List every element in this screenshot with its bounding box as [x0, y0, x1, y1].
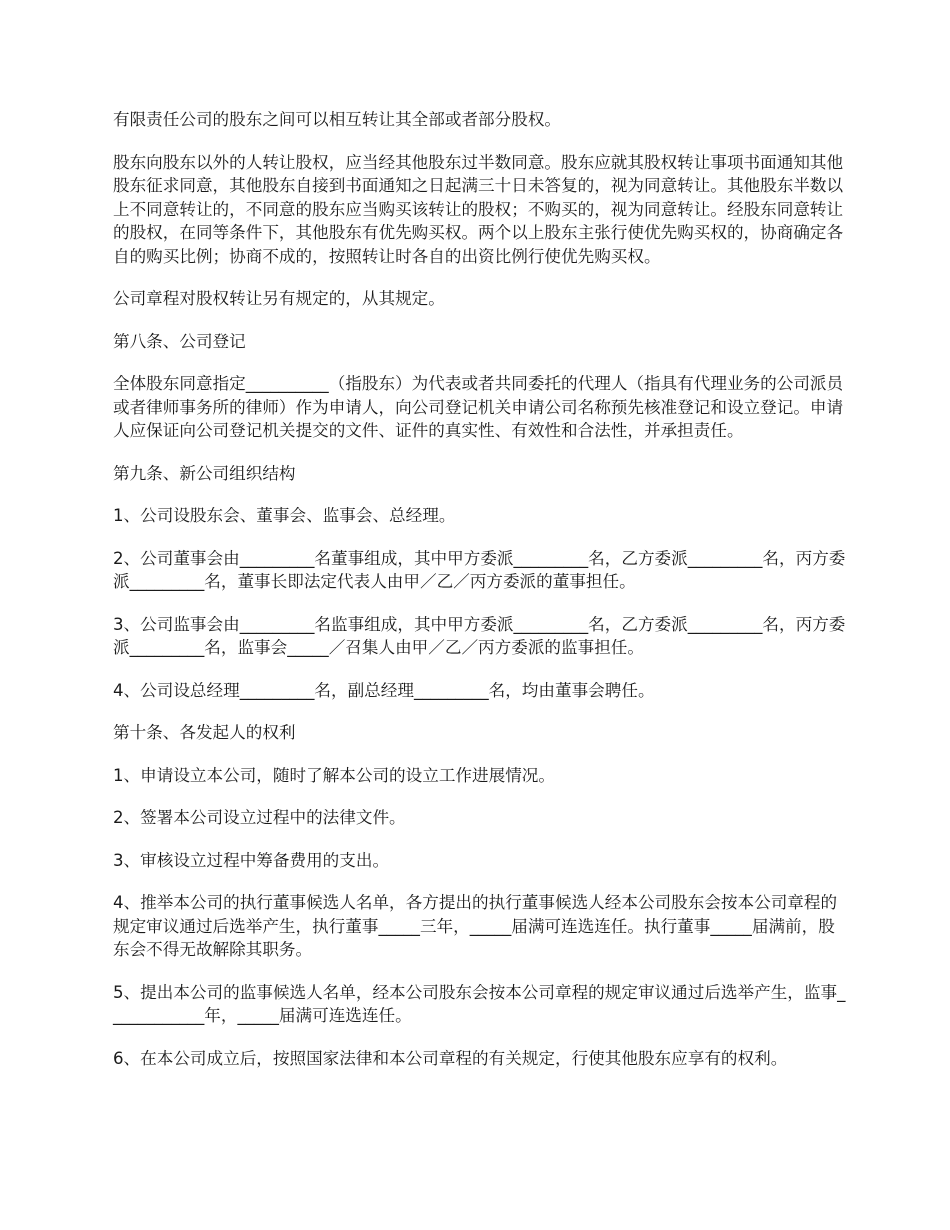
list-item-10-4: 4、推举本公司的执行董事候选人名单，各方提出的执行董事候选人经本公司股东会按本公司章程的规定审议通过后选举产生，执行董事_____三年，_____届满可连选连任。执行董事_____届满前，股东会不得无故解除其职务。 — [113, 893, 838, 959]
paragraph-articles-override: 公司章程对股权转让另有规定的，从其规定。 — [113, 289, 445, 308]
list-item-9-4: 4、公司设总经理_________名，副总经理_________名，均由董事会聘任。 — [113, 680, 655, 700]
document-page — [113, 108, 848, 1089]
paragraph-share-transfer-to-outsiders: 股东向股东以外的人转让股权，应当经其他股东过半数同意。股东应就其股权转让事项书面通知其他股东征求同意，其他股东自接到书面通知之日起满三十日未答复的，视为同意转让。其他股东半数以上不同意转让的，不同意的股东应当购买该转让的股权；不购买的，视为同意转让。经股东同意转让的股权，在同等条件下，其他股东有优先购买权。两个以上股东主张行使优先购买权的，协商确定各自的购买比例；协商不成的，按照转让时各自的出资比例行使优先购买权。 — [113, 152, 844, 266]
list-item-10-3: 3、审核设立过程中筹备费用的支出。 — [113, 850, 390, 870]
list-item-10-2: 2、签署本公司设立过程中的法律文件。 — [113, 808, 406, 827]
list-item-9-2: 2、公司董事会由_________名董事组成，其中甲方委派_________名，乙方委派_________名，丙方委派_________名，董事长即法定代表人由甲／乙／丙方委派的董事担任。 — [113, 548, 846, 591]
section-heading-article-10: 第十条、各发起人的权利 — [113, 723, 296, 742]
list-item-10-6: 6、在本公司成立后，按照国家法律和本公司章程的有关规定，行使其他股东应享有的权利。 — [113, 1048, 788, 1068]
list-item-10-1: 1、申请设立本公司，随时了解本公司的设立工作进展情况。 — [113, 765, 555, 785]
paragraph-company-registration: 全体股东同意指定__________（指股东）为代表或者共同委托的代理人（指具有代理业务的公司派员或者律师事务所的律师）作为申请人，向公司登记机关申请公司名称预先核准登记和设立登记。申请人应保证向公司登记机关提交的文件、证件的真实性、有效性和合法性，并承担责任。 — [113, 374, 844, 440]
paragraph-share-transfer-among-shareholders: 有限责任公司的股东之间可以相互转让其全部或者部分股权。 — [113, 110, 562, 129]
list-item-9-1: 1、公司设股东会、董事会、监事会、总经理。 — [113, 506, 456, 525]
list-item-10-5: 5、提出本公司的监事候选人名单，经本公司股东会按本公司章程的规定审议通过后选举产生，监事____________年，_____届满可连选连任。 — [113, 982, 846, 1025]
list-item-9-3: 3、公司监事会由_________名监事组成，其中甲方委派_________名，乙方委派_________名，丙方委派_________名，监事会_____／召集人由甲／乙／丙方委派的监事担任。 — [113, 614, 846, 657]
section-heading-article-8: 第八条、公司登记 — [113, 331, 246, 351]
section-heading-article-9: 第九条、新公司组织结构 — [113, 463, 296, 483]
